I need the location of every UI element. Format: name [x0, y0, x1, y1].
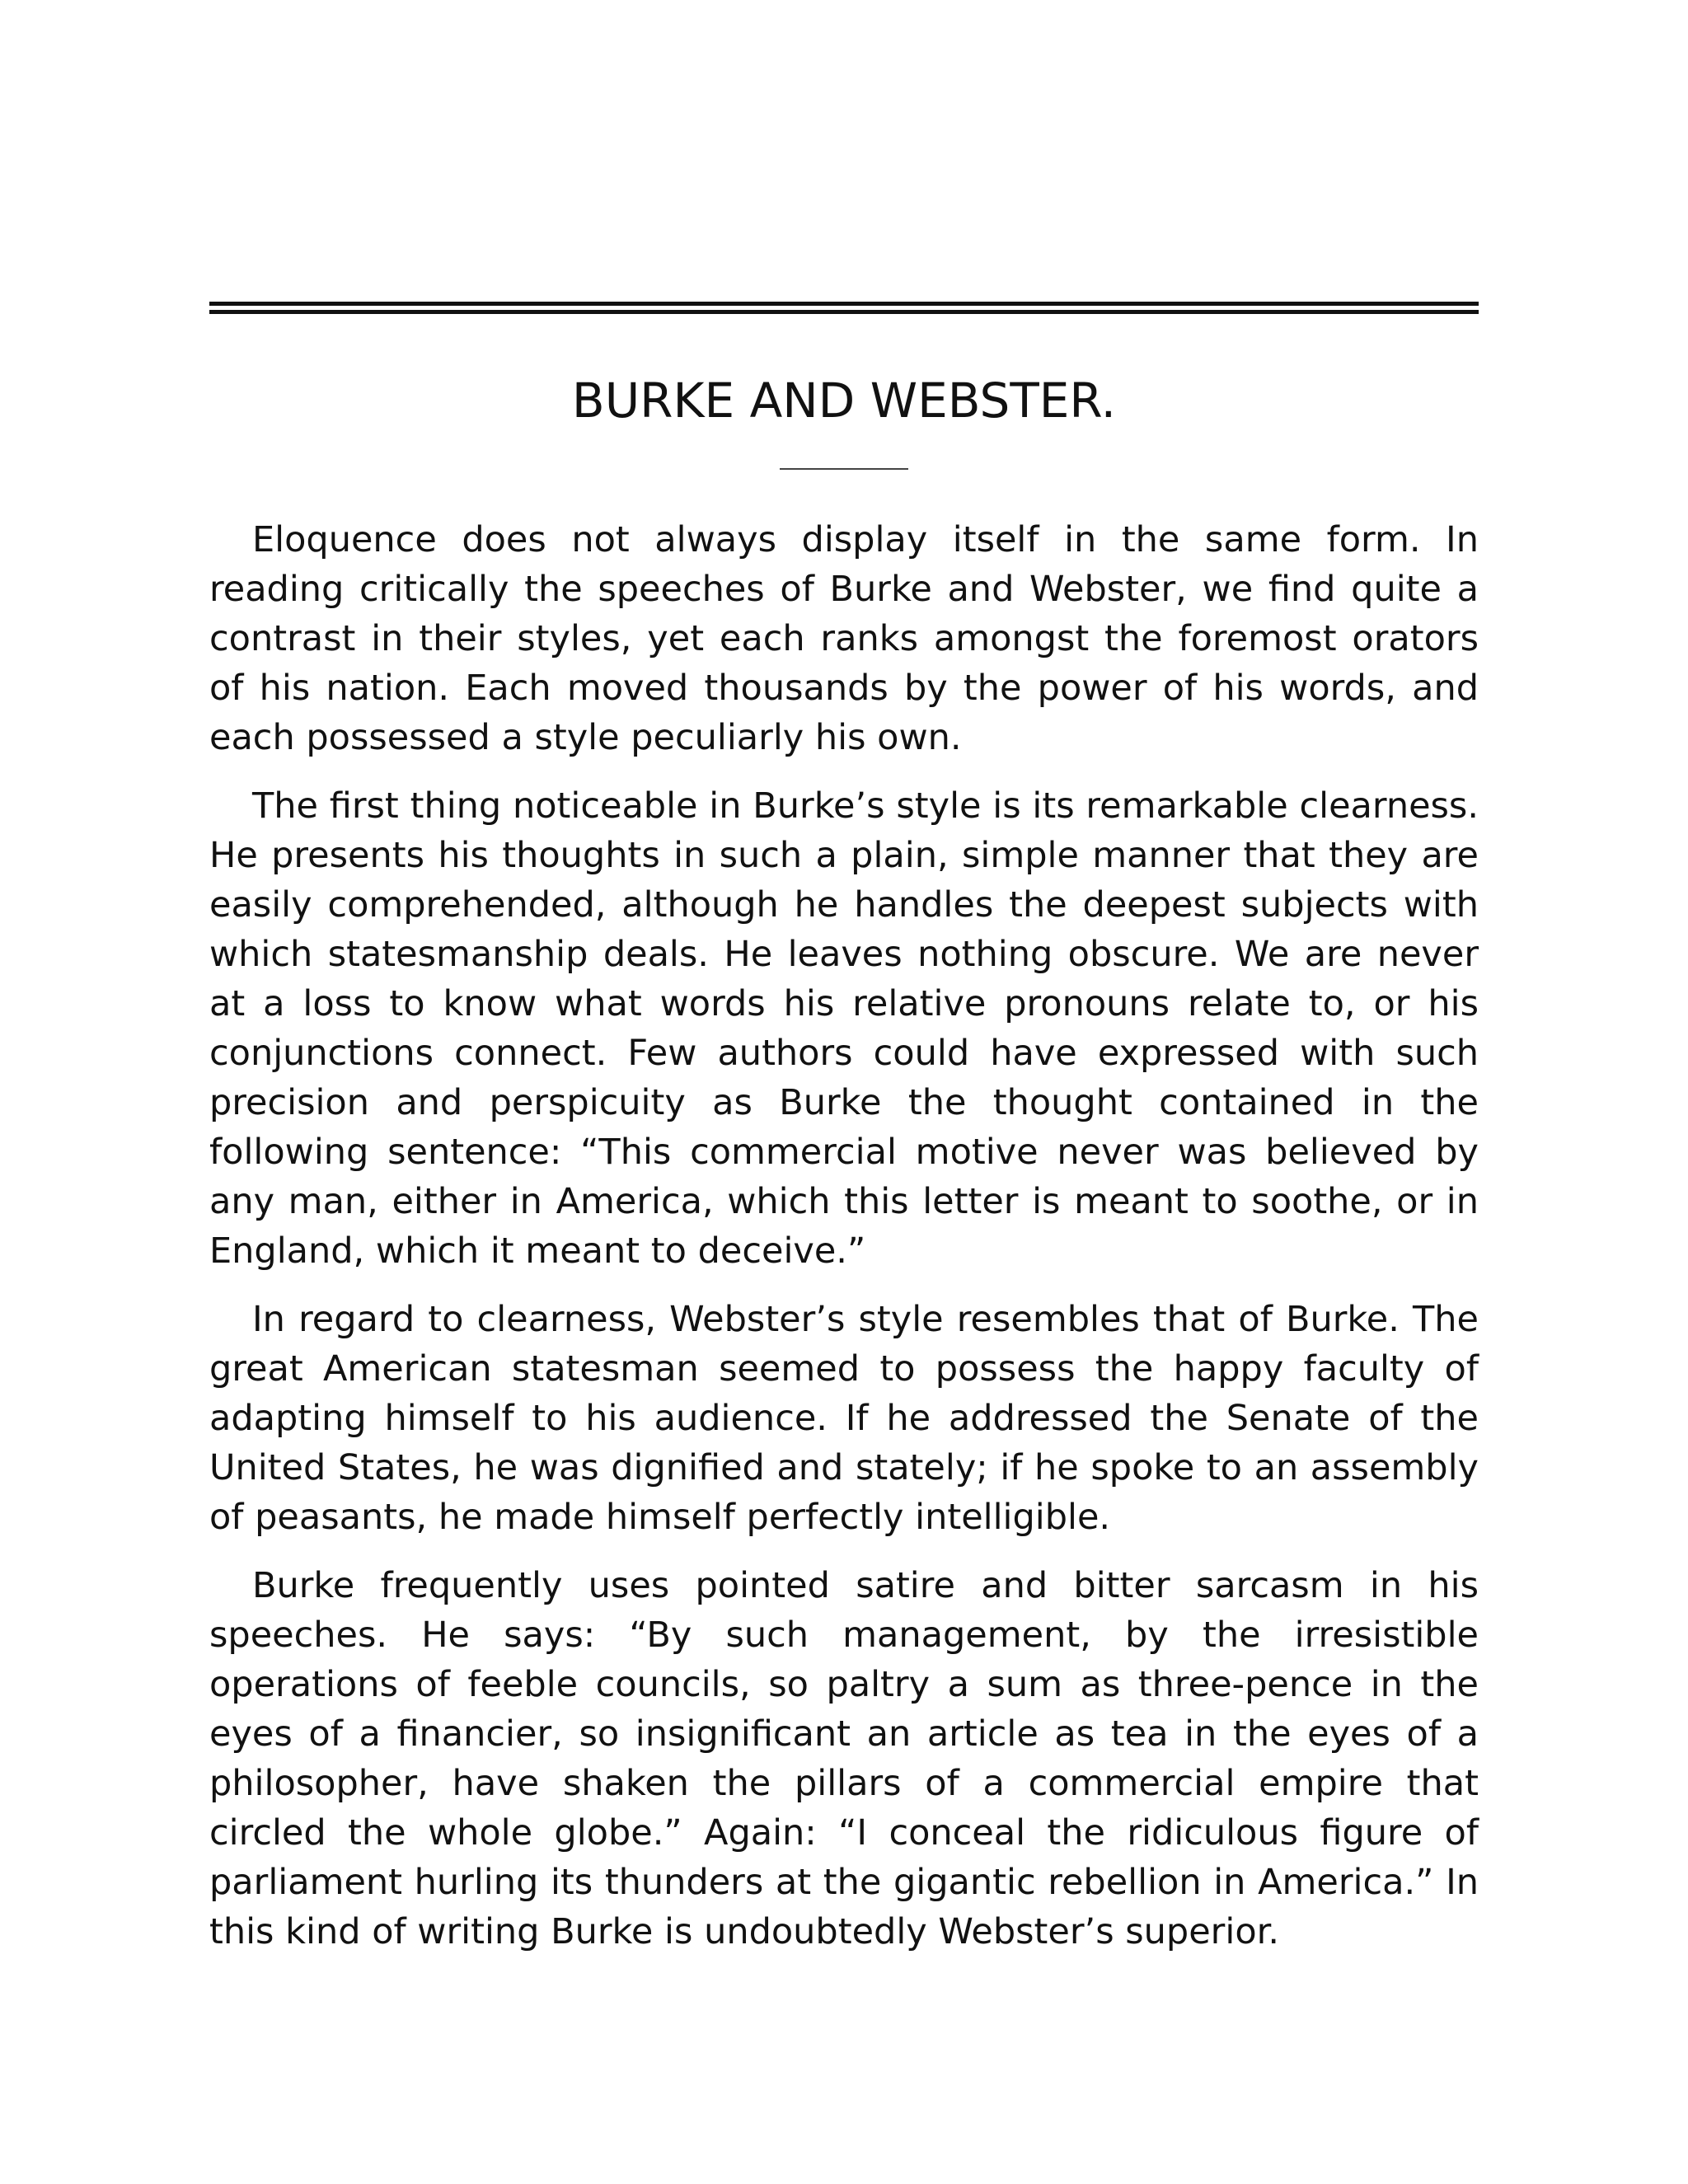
- document-page: [209, 302, 1479, 1975]
- paragraph-4: Burke frequently uses pointed satire and bitter sarcasm in his speeches. He says: “By such management, by the irresistible operations of feeble councils, so paltry a sum as three-pence in the eyes of a financier, so insignificant an article as tea in the eyes of a philosopher, have shaken the pillars of a commercial empire that circled the whole globe.” Again: “I conceal the ridiculous figure of parliament hurling its thunders at the gigantic rebellion in America.” In this kind of writing Burke is undoubtedly Webster’s superior.: [209, 1564, 1479, 1952]
- top-double-rule: [209, 302, 1479, 314]
- page-title: BURKE AND WEBSTER.: [571, 373, 1117, 429]
- title-divider: [780, 468, 908, 470]
- paragraph-3: In regard to clearness, Webster’s style resembles that of Burke. The great American statesman seemed to possess the happy faculty of adapting himself to his audience. If he addressed the Senate of the United States, he was dignified and stately; if he spoke to an assembly of peasants, he made himself perfectly intelligible.: [209, 1298, 1479, 1538]
- paragraph-1: Eloquence does not always display itself in the same form. In reading critically the speeches of Burke and Webster, we find quite a contrast in their styles, yet each ranks amongst the foremost orators of his nation. Each moved thousands by the power of his words, and each possessed a style peculiarly his own.: [209, 518, 1479, 758]
- body-text: [209, 515, 1479, 1957]
- paragraph-2: The first thing noticeable in Burke’s style is its remarkable clearness. He presents his thoughts in such a plain, simple manner that they are easily comprehended, although he handles the deepest subjects with which statesmanship deals. He leaves nothing obscure. We are never at a loss to know what words his relative pronouns relate to, or his conjunctions connect. Few authors could have expressed with such precision and perspicuity as Burke the thought contained in the following sentence: “This commercial motive never was believed by any man, either in America, which this letter is meant to soothe, or in England, which it meant to deceive.”: [209, 785, 1479, 1272]
